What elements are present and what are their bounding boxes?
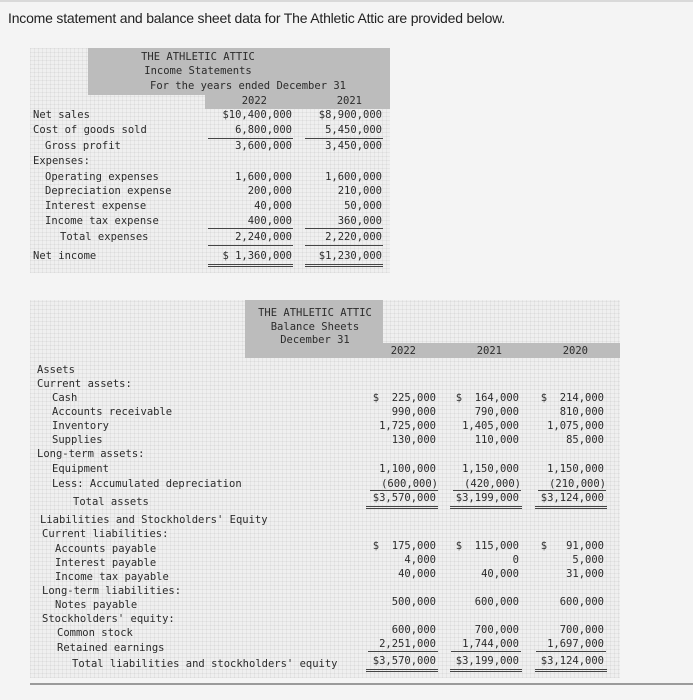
- income-row-2022: 400,000: [247, 215, 292, 227]
- balance-rule: [538, 490, 606, 491]
- income-double-rule: [305, 264, 383, 267]
- income-period: For the years ended December 31: [150, 80, 346, 92]
- income-row-2021: 210,000: [337, 185, 382, 197]
- balance-row-label: Notes payable: [55, 599, 138, 611]
- balance-cell-2020: 1,075,000: [547, 420, 604, 432]
- balance-row-label: Stockholders' equity:: [42, 613, 175, 625]
- balance-cell-2021: 1,744,000: [462, 638, 519, 650]
- balance-row-label: Inventory: [52, 420, 109, 432]
- income-row-2022: $ 1,360,000: [222, 250, 292, 262]
- income-title: THE ATHLETIC ATTIC: [141, 51, 255, 63]
- income-subtitle: Income Statements: [144, 65, 252, 77]
- income-rule: [305, 138, 383, 139]
- balance-cell-2020: 85,000: [566, 434, 604, 446]
- balance-cell-2022: 600,000: [391, 624, 436, 636]
- income-row-2022: 200,000: [247, 185, 292, 197]
- balance-cell-2022: (600,000): [381, 478, 438, 490]
- balance-double-rule: [535, 506, 607, 509]
- balance-cell-2020: 5,000: [572, 554, 604, 566]
- balance-rule: [451, 651, 521, 652]
- income-row-2022: $10,400,000: [222, 109, 292, 121]
- balance-cell-2022: 990,000: [391, 406, 436, 418]
- balance-double-rule: [450, 669, 522, 672]
- balance-row-label: Cash: [52, 392, 78, 404]
- balance-cell-2021: 40,000: [481, 568, 519, 580]
- bottom-divider: [30, 683, 693, 685]
- income-row-2021: 360,000: [337, 215, 382, 227]
- balance-row-label: Equipment: [52, 463, 109, 475]
- balance-cell-2021: 700,000: [474, 624, 519, 636]
- balance-cell-2022: 40,000: [398, 568, 436, 580]
- balance-period: December 31: [280, 334, 350, 346]
- balance-cell-2021: $ 164,000: [455, 392, 519, 404]
- balance-cell-2020: 810,000: [559, 406, 604, 418]
- balance-cell-2021: 0: [512, 554, 519, 566]
- income-row-label: Operating expenses: [45, 171, 159, 183]
- balance-cell-2021: 1,150,000: [462, 463, 519, 475]
- balance-double-rule: [450, 506, 522, 509]
- income-row-2022: 40,000: [254, 200, 292, 212]
- income-rule: [305, 245, 383, 246]
- income-row-2021: 5,450,000: [325, 124, 382, 136]
- balance-row-label: Long-term liabilities:: [42, 585, 182, 597]
- intro-text: Income statement and balance sheet data for The Athletic Attic are provided below.: [8, 10, 505, 26]
- balance-cell-2021: $ 115,000: [455, 540, 519, 552]
- income-row-label: Depreciation expense: [45, 185, 172, 197]
- balance-cell-2022: $3,570,000: [372, 655, 436, 667]
- balance-cell-2020: 31,000: [566, 568, 604, 580]
- balance-row-label: Long-term assets:: [37, 448, 145, 460]
- balance-row-label: Retained earnings: [57, 642, 165, 654]
- balance-cell-2022: $ 225,000: [372, 392, 436, 404]
- balance-double-rule: [535, 669, 607, 672]
- income-rule: [208, 138, 293, 139]
- income-row-label: Total expenses: [60, 231, 149, 243]
- income-row-2021: $1,230,000: [318, 250, 382, 262]
- balance-cell-2022: 1,725,000: [379, 420, 436, 432]
- income-rule: [208, 245, 293, 246]
- balance-cell-2022: 500,000: [391, 596, 436, 608]
- balance-cell-2020: (210,000): [549, 478, 606, 490]
- income-year-2022: 2022: [241, 95, 267, 107]
- income-row-label: Income tax expense: [45, 215, 159, 227]
- balance-row-label: Accounts payable: [55, 543, 157, 555]
- balance-cell-2021: $3,199,000: [455, 492, 519, 504]
- balance-row-label: Liabilities and Stockholders' Equity: [40, 514, 268, 526]
- balance-subtitle: Balance Sheets: [270, 321, 360, 333]
- balance-row-label: Current assets:: [37, 378, 132, 390]
- income-row-label: Interest expense: [45, 200, 147, 212]
- balance-cell-2020: 1,697,000: [547, 638, 604, 650]
- income-rule: [208, 228, 293, 229]
- balance-row-label: Assets: [37, 364, 75, 376]
- income-row-label: Net sales: [33, 109, 90, 121]
- balance-row-label: Common stock: [57, 627, 133, 639]
- balance-row-label: Total assets: [73, 496, 149, 508]
- balance-cell-2020: $ 214,000: [540, 392, 604, 404]
- balance-cell-2021: 600,000: [474, 596, 519, 608]
- balance-row-label: Supplies: [52, 434, 103, 446]
- balance-cell-2020: $ 91,000: [540, 540, 604, 552]
- balance-cell-2020: $3,124,000: [540, 655, 604, 667]
- balance-row-label: Income tax payable: [55, 571, 169, 583]
- balance-row-label: Accounts receivable: [52, 406, 173, 418]
- balance-rule: [536, 651, 606, 652]
- balance-cell-2020: 600,000: [559, 596, 604, 608]
- income-row-2022: 3,600,000: [235, 140, 292, 152]
- balance-cell-2021: (420,000): [464, 478, 521, 490]
- income-row-label: Gross profit: [45, 140, 121, 152]
- income-row-2022: 1,600,000: [235, 171, 292, 183]
- balance-cell-2021: 110,000: [474, 434, 519, 446]
- income-row-2021: 3,450,000: [325, 140, 382, 152]
- income-row-2021: 1,600,000: [325, 171, 382, 183]
- balance-double-rule: [366, 506, 438, 509]
- income-year-2021: 2021: [336, 95, 362, 107]
- balance-row-label: Total liabilities and stockholders' equity: [72, 658, 338, 670]
- balance-rule: [368, 651, 438, 652]
- balance-cell-2022: 1,100,000: [379, 463, 436, 475]
- balance-year-2022: 2022: [390, 345, 416, 357]
- balance-row-label: Current liabilities:: [42, 528, 169, 540]
- income-row-2021: 50,000: [344, 200, 382, 212]
- balance-rule: [370, 490, 438, 491]
- balance-cell-2020: $3,124,000: [540, 492, 604, 504]
- balance-cell-2022: $3,570,000: [372, 492, 436, 504]
- income-row-2022: 6,800,000: [235, 124, 292, 136]
- income-row-2021: $8,900,000: [318, 109, 382, 121]
- balance-cell-2021: 790,000: [474, 406, 519, 418]
- balance-cell-2020: 700,000: [559, 624, 604, 636]
- income-row-label: Expenses:: [33, 155, 90, 167]
- balance-year-2021: 2021: [476, 345, 502, 357]
- income-rule: [305, 228, 383, 229]
- balance-cell-2021: $3,199,000: [455, 655, 519, 667]
- income-row-2022: 2,240,000: [235, 231, 292, 243]
- income-row-label: Cost of goods sold: [33, 124, 147, 136]
- balance-row-label: Less: Accumulated depreciation: [52, 478, 242, 490]
- balance-year-2020: 2020: [562, 345, 588, 357]
- balance-title: THE ATHLETIC ATTIC: [258, 307, 372, 319]
- top-border: [0, 0, 693, 2]
- balance-double-rule: [366, 669, 438, 672]
- balance-cell-2022: 4,000: [404, 554, 436, 566]
- income-row-label: Net income: [33, 250, 97, 262]
- balance-cell-2021: 1,405,000: [462, 420, 519, 432]
- balance-row-label: Interest payable: [55, 557, 157, 569]
- balance-cell-2020: 1,150,000: [547, 463, 604, 475]
- income-row-2021: 2,220,000: [325, 231, 382, 243]
- balance-cell-2022: $ 175,000: [372, 540, 436, 552]
- income-double-rule: [208, 264, 293, 267]
- balance-cell-2022: 2,251,000: [379, 638, 436, 650]
- balance-cell-2022: 130,000: [391, 434, 436, 446]
- balance-rule: [453, 490, 521, 491]
